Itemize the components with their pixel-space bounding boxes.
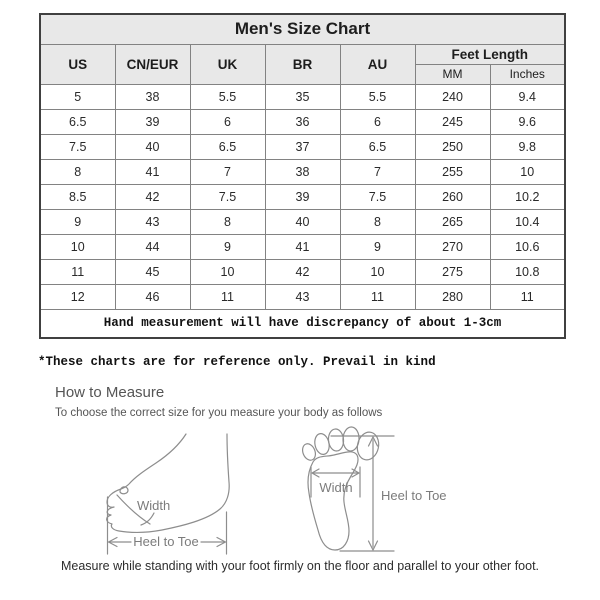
size-cell: 9	[40, 209, 115, 234]
col-header-au: AU	[340, 44, 415, 84]
size-row	[40, 234, 565, 259]
size-cell: 40	[115, 134, 190, 159]
size-cell: 265	[415, 209, 490, 234]
size-cell: 7	[190, 159, 265, 184]
size-cell: 11	[40, 259, 115, 284]
page	[0, 13, 600, 600]
size-cell: 6.5	[190, 134, 265, 159]
size-row	[40, 209, 565, 234]
size-table-body	[40, 84, 565, 309]
size-cell: 46	[115, 284, 190, 309]
size-cell: 35	[265, 84, 340, 109]
foot-top-view-diagram	[300, 427, 446, 551]
size-cell: 42	[115, 184, 190, 209]
size-row	[40, 259, 565, 284]
header-row	[40, 44, 565, 64]
size-cell: 275	[415, 259, 490, 284]
size-cell: 270	[415, 234, 490, 259]
size-row	[40, 184, 565, 209]
size-cell: 10	[40, 234, 115, 259]
foot-side-outline	[107, 434, 230, 532]
size-cell: 6	[340, 109, 415, 134]
foot-side-view-diagram	[107, 434, 230, 554]
size-cell: 41	[115, 159, 190, 184]
measure-diagram	[0, 425, 600, 557]
size-cell: 8	[340, 209, 415, 234]
size-cell: 38	[265, 159, 340, 184]
side-heel-to-toe-label: Heel to Toe	[133, 534, 199, 549]
size-cell: 38	[115, 84, 190, 109]
size-cell: 6	[190, 109, 265, 134]
size-cell: 8.5	[40, 184, 115, 209]
size-row	[40, 84, 565, 109]
size-cell: 260	[415, 184, 490, 209]
size-cell: 8	[40, 159, 115, 184]
size-cell: 7.5	[40, 134, 115, 159]
title-row	[40, 14, 565, 44]
size-cell: 40	[265, 209, 340, 234]
chart-title: Men's Size Chart	[40, 14, 565, 44]
size-cell: 44	[115, 234, 190, 259]
size-row	[40, 159, 565, 184]
foot-sole-outline	[308, 452, 358, 550]
col-header-us: US	[40, 44, 115, 84]
size-cell: 280	[415, 284, 490, 309]
size-cell: 8	[190, 209, 265, 234]
size-cell: 10.4	[490, 209, 565, 234]
size-cell: 9.6	[490, 109, 565, 134]
size-cell: 10.8	[490, 259, 565, 284]
size-cell: 10.6	[490, 234, 565, 259]
size-cell: 11	[190, 284, 265, 309]
top-heel-to-toe-label: Heel to Toe	[381, 488, 447, 503]
size-row	[40, 134, 565, 159]
size-cell: 10	[190, 259, 265, 284]
size-cell: 7.5	[340, 184, 415, 209]
col-header-uk: UK	[190, 44, 265, 84]
size-cell: 12	[40, 284, 115, 309]
size-cell: 37	[265, 134, 340, 159]
size-cell: 9	[190, 234, 265, 259]
size-row	[40, 284, 565, 309]
size-cell: 10	[490, 159, 565, 184]
size-chart-table	[39, 13, 566, 339]
size-cell: 240	[415, 84, 490, 109]
size-cell: 11	[490, 284, 565, 309]
col-header-br: BR	[265, 44, 340, 84]
size-cell: 45	[115, 259, 190, 284]
size-cell: 6.5	[340, 134, 415, 159]
size-cell: 10.2	[490, 184, 565, 209]
size-cell: 36	[265, 109, 340, 134]
size-cell: 7	[340, 159, 415, 184]
size-cell: 9.8	[490, 134, 565, 159]
measure-caption: Measure while standing with your foot firmly on the floor and parallel to your other foot.	[60, 559, 540, 573]
size-cell: 43	[265, 284, 340, 309]
size-cell: 39	[115, 109, 190, 134]
footnote-row	[40, 309, 565, 338]
reference-note: *These charts are for reference only. Prevail in kind	[38, 355, 436, 369]
measurement-discrepancy-note: Hand measurement will have discrepancy of about 1-3cm	[40, 309, 565, 338]
size-cell: 10	[340, 259, 415, 284]
size-cell: 11	[340, 284, 415, 309]
top-width-label: Width	[319, 480, 353, 495]
size-cell: 5.5	[340, 84, 415, 109]
size-row	[40, 109, 565, 134]
size-cell: 5.5	[190, 84, 265, 109]
size-cell: 39	[265, 184, 340, 209]
col-header-inches: Inches	[490, 64, 565, 84]
size-cell: 41	[265, 234, 340, 259]
size-cell: 255	[415, 159, 490, 184]
size-cell: 42	[265, 259, 340, 284]
col-header-feet-length: Feet Length	[415, 44, 565, 64]
size-cell: 6.5	[40, 109, 115, 134]
col-header-mm: MM	[415, 64, 490, 84]
size-cell: 250	[415, 134, 490, 159]
size-cell: 43	[115, 209, 190, 234]
how-to-measure-subheading: To choose the correct size for you measure your body as follows	[55, 407, 383, 419]
size-cell: 245	[415, 109, 490, 134]
side-width-label: Width	[137, 498, 171, 513]
size-cell: 5	[40, 84, 115, 109]
size-cell: 9.4	[490, 84, 565, 109]
toe-3	[328, 428, 345, 451]
size-cell: 7.5	[190, 184, 265, 209]
col-header-cneur: CN/EUR	[115, 44, 190, 84]
how-to-measure-heading: How to Measure	[55, 384, 165, 401]
size-cell: 9	[340, 234, 415, 259]
